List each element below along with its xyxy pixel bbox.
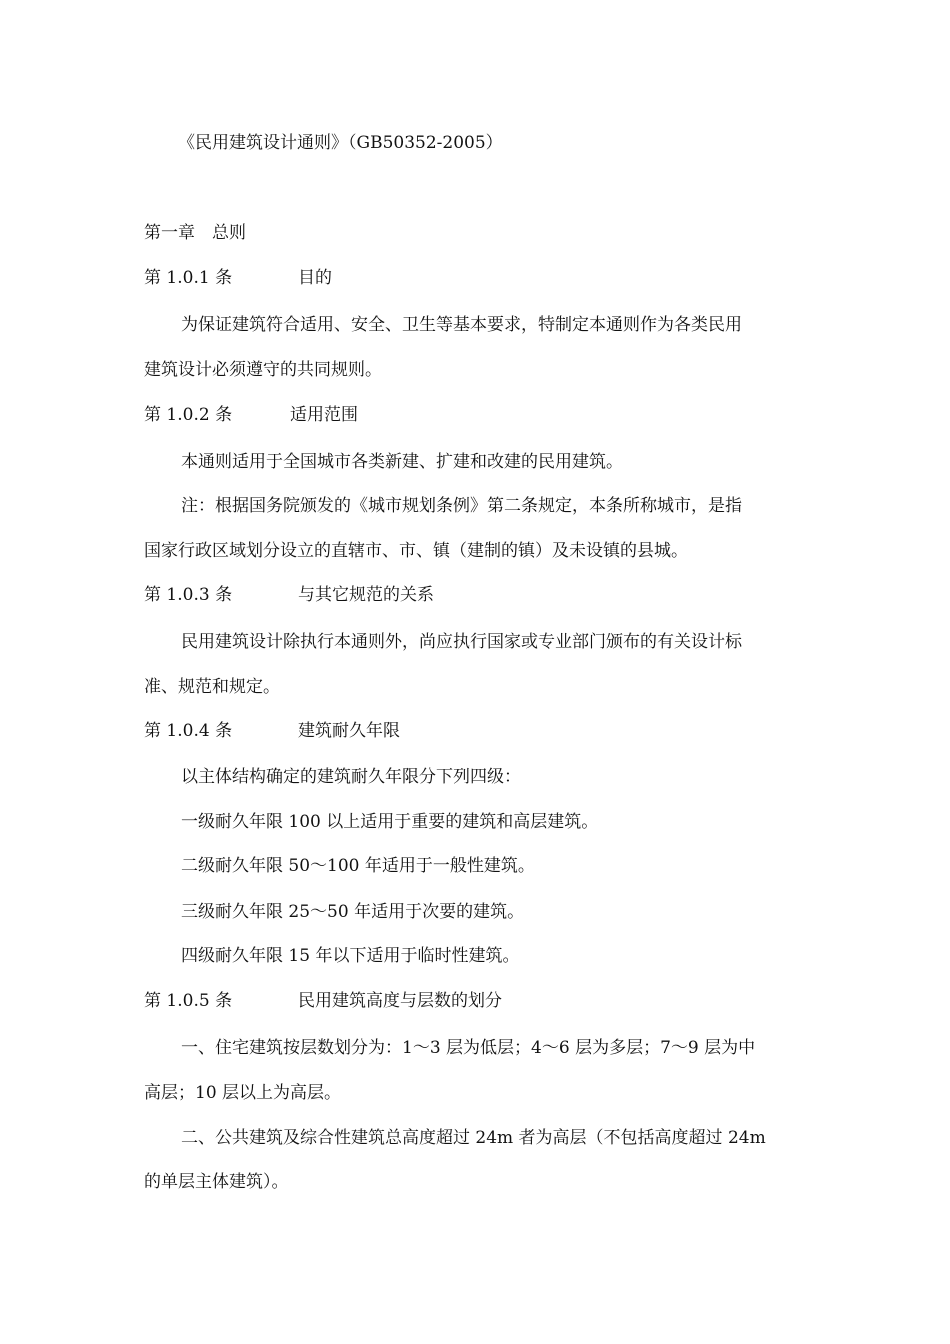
list-item: 三级耐久年限 25～50 年适用于次要的建筑。 (181, 902, 525, 922)
list-item: 二级耐久年限 50～100 年适用于一般性建筑。 (181, 856, 535, 876)
paragraph-line: 本通则适用于全国城市各类新建、扩建和改建的民用建筑。 (181, 452, 623, 472)
list-item: 四级耐久年限 15 年以下适用于临时性建筑。 (181, 946, 520, 966)
article-heading (144, 990, 502, 1012)
paragraph-line: 为保证建筑符合适用、安全、卫生等基本要求，特制定本通则作为各类民用 (181, 315, 742, 335)
paragraph-line: 的单层主体建筑）。 (144, 1172, 289, 1192)
article-title: 适用范围 (290, 405, 358, 425)
paragraph-line: 准、规范和规定。 (144, 677, 280, 697)
list-item: 一级耐久年限 100 以上适用于重要的建筑和高层建筑。 (181, 812, 599, 832)
article-heading (144, 404, 358, 426)
paragraph-line: 建筑设计必须遵守的共同规则。 (144, 360, 382, 380)
paragraph-line: 二、公共建筑及综合性建筑总高度超过 24m 者为高层（不包括高度超过 24m (181, 1128, 766, 1148)
article-title: 与其它规范的关系 (298, 585, 434, 605)
article-number: 第 1.0.4 条 (144, 721, 233, 741)
article-title: 建筑耐久年限 (298, 721, 400, 741)
article-heading (144, 720, 400, 742)
note-line: 国家行政区域划分设立的直辖市、市、镇（建制的镇）及未设镇的县城。 (144, 541, 688, 561)
paragraph-line: 一、住宅建筑按层数划分为：1～3 层为低层；4～6 层为多层；7～9 层为中 (181, 1038, 756, 1058)
note-line: 注：根据国务院颁发的《城市规划条例》第二条规定，本条所称城市，是指 (181, 496, 742, 516)
article-title: 目的 (298, 268, 332, 288)
article-number: 第 1.0.1 条 (144, 268, 233, 288)
article-number: 第 1.0.5 条 (144, 991, 233, 1011)
paragraph-line: 以主体结构确定的建筑耐久年限分下列四级： (181, 767, 521, 787)
article-number: 第 1.0.2 条 (144, 405, 233, 425)
paragraph-line: 民用建筑设计除执行本通则外，尚应执行国家或专业部门颁布的有关设计标 (181, 632, 742, 652)
article-heading (144, 267, 332, 289)
article-number: 第 1.0.3 条 (144, 585, 233, 605)
article-title: 民用建筑高度与层数的划分 (298, 991, 502, 1011)
paragraph-line: 高层；10 层以上为高层。 (144, 1083, 342, 1103)
chapter-heading: 第一章 总则 (144, 223, 246, 243)
article-heading (144, 584, 434, 606)
document-title: 《民用建筑设计通则》（GB50352-2005） (178, 133, 503, 153)
